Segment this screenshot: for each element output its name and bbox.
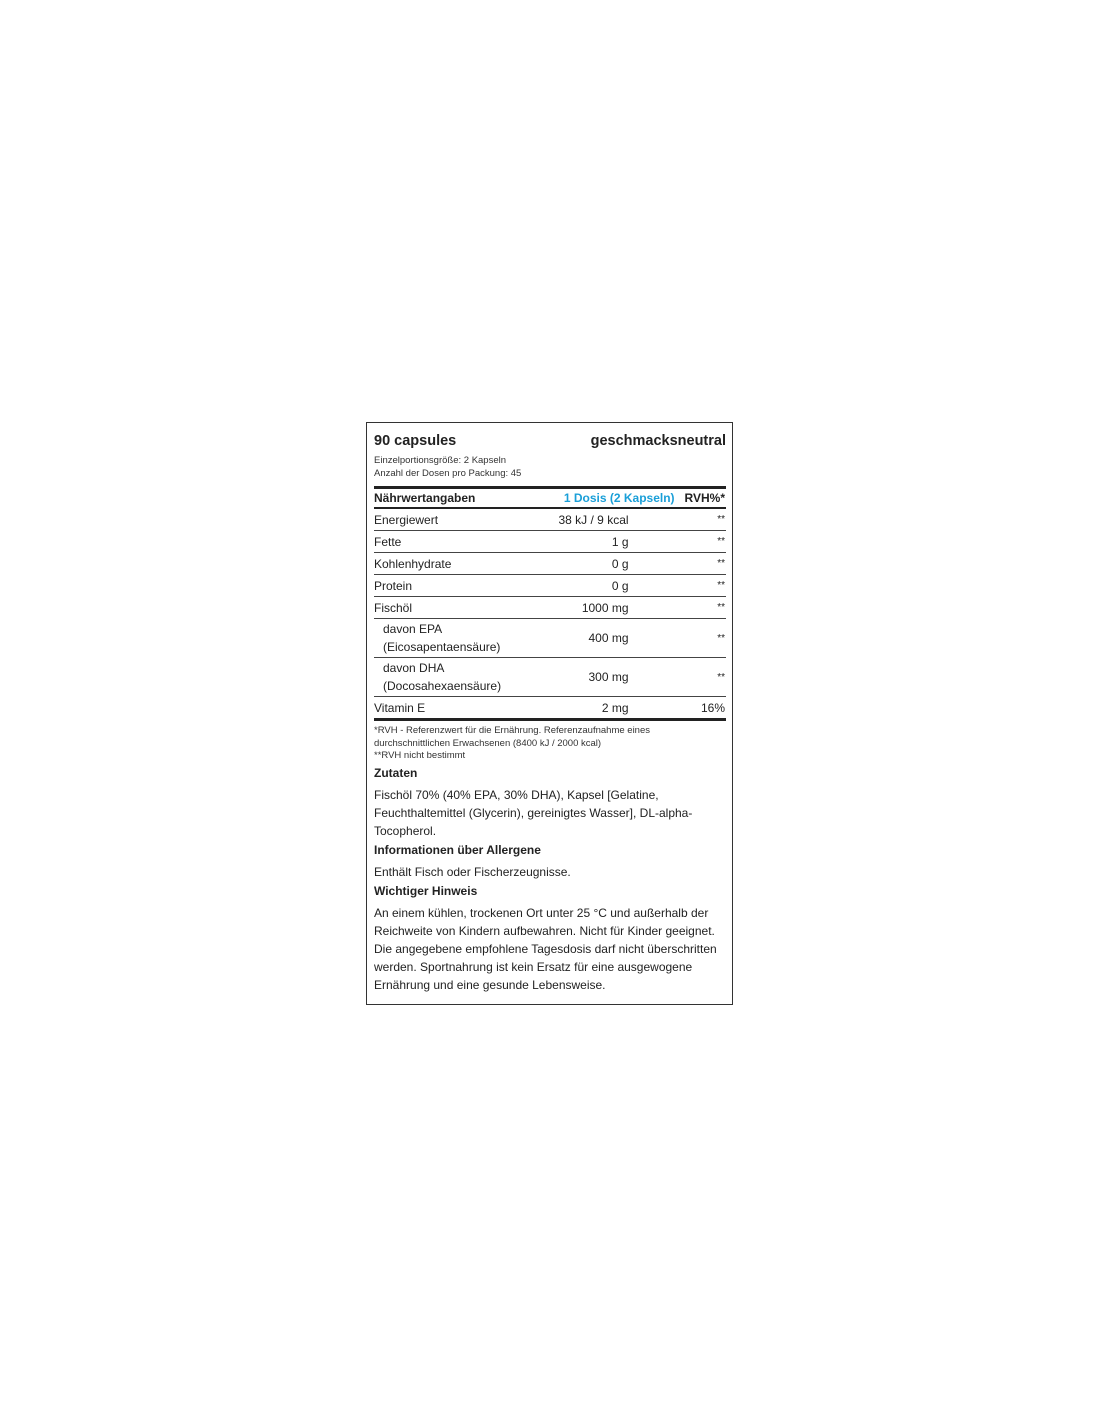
table-row: [374, 658, 726, 697]
col-rvh: RVH%*: [684, 491, 725, 505]
nutrient-name: Energiewert: [374, 508, 530, 531]
nutrient-name-line1: davon EPA: [383, 622, 443, 636]
nutrient-amount: 400 mg: [530, 619, 685, 658]
table-row: [374, 575, 726, 597]
nutrient-rvh: **: [685, 553, 726, 575]
product-flavor: geschmacksneutral: [590, 433, 726, 449]
table-row: [374, 531, 726, 553]
nutrient-name: Fischöl: [374, 597, 530, 619]
servings-per-pack: Anzahl der Dosen pro Packung: 45: [374, 468, 522, 479]
footnote-line: durchschnittlichen Erwachsenen (8400 kJ / 2000 kcal): [374, 737, 602, 749]
table-row: [374, 697, 726, 720]
nutrient-name: Fette: [374, 531, 530, 553]
nutrient-name-line2: (Docosahexaensäure): [383, 679, 502, 693]
nutrient-name: [374, 658, 530, 697]
nutrient-rvh: **: [685, 575, 726, 597]
nutrient-amount: 0 g: [530, 553, 685, 575]
nutrient-rvh: **: [685, 508, 726, 531]
nutrient-name: Protein: [374, 575, 530, 597]
nutrient-rvh: **: [685, 531, 726, 553]
nutrition-label: [366, 422, 733, 1005]
notice-text: An einem kühlen, trockenen Ort unter 25 °C und außerhalb der Reichweite von Kindern aufbewahren. Nicht für Kinder geeignet. Die angegebene empfohlene Tagesdosis darf nicht überschritten werden. Sportnahrung ist kein Ersatz für eine ausgewogene Ernährung und eine gesunde Lebensweise.: [374, 905, 717, 992]
nutrient-name: [374, 619, 530, 658]
nutrient-amount: 2 mg: [530, 697, 685, 720]
notice-title: Wichtiger Hinweis: [374, 883, 478, 898]
nutrient-rvh: 16%: [685, 697, 726, 720]
allergens-title: Informationen über Allergene: [374, 842, 541, 857]
nutrient-name: Kohlenhydrate: [374, 553, 530, 575]
table-row: [374, 619, 726, 658]
product-size: 90 capsules: [374, 433, 457, 449]
nutrient-name-line2: (Eicosapentaensäure): [383, 640, 501, 654]
nutrient-amount: 1000 mg: [530, 597, 685, 619]
table-row: [374, 597, 726, 619]
nutrient-rvh: **: [685, 658, 726, 697]
nutrition-table: [374, 486, 726, 721]
nutrition-table-header: [374, 488, 726, 509]
table-row: [374, 553, 726, 575]
nutrient-rvh: **: [685, 619, 726, 658]
serving-size: Einzelportionsgröße: 2 Kapseln: [374, 455, 507, 466]
footnote-line: **RVH nicht bestimmt: [374, 750, 466, 761]
nutrient-name: Vitamin E: [374, 697, 530, 720]
nutrient-rvh: **: [685, 597, 726, 619]
nutrient-name-line1: davon DHA: [383, 661, 445, 675]
nutrient-amount: 300 mg: [530, 658, 685, 697]
label-header: [374, 433, 726, 449]
nutrient-amount: 38 kJ / 9 kcal: [530, 508, 685, 531]
nutrient-amount: 0 g: [530, 575, 685, 597]
ingredients-title: Zutaten: [374, 765, 418, 780]
ingredients-text: Fischöl 70% (40% EPA, 30% DHA), Kapsel [Gelatine, Feuchthaltemittel (Glycerin), gereinigtes Wasser], DL-alpha-Tocopherol.: [374, 787, 693, 838]
col-dose: 1 Dosis (2 Kapseln): [563, 491, 675, 505]
col-nutrients: Nährwertangaben: [374, 491, 476, 505]
table-row: [374, 508, 726, 531]
footnote-line: *RVH - Referenzwert für die Ernährung. Referenzaufnahme eines: [374, 725, 650, 736]
nutrient-amount: 1 g: [530, 531, 685, 553]
footnotes: [374, 725, 726, 763]
allergens-text: Enthält Fisch oder Fischerzeugnisse.: [374, 864, 571, 879]
